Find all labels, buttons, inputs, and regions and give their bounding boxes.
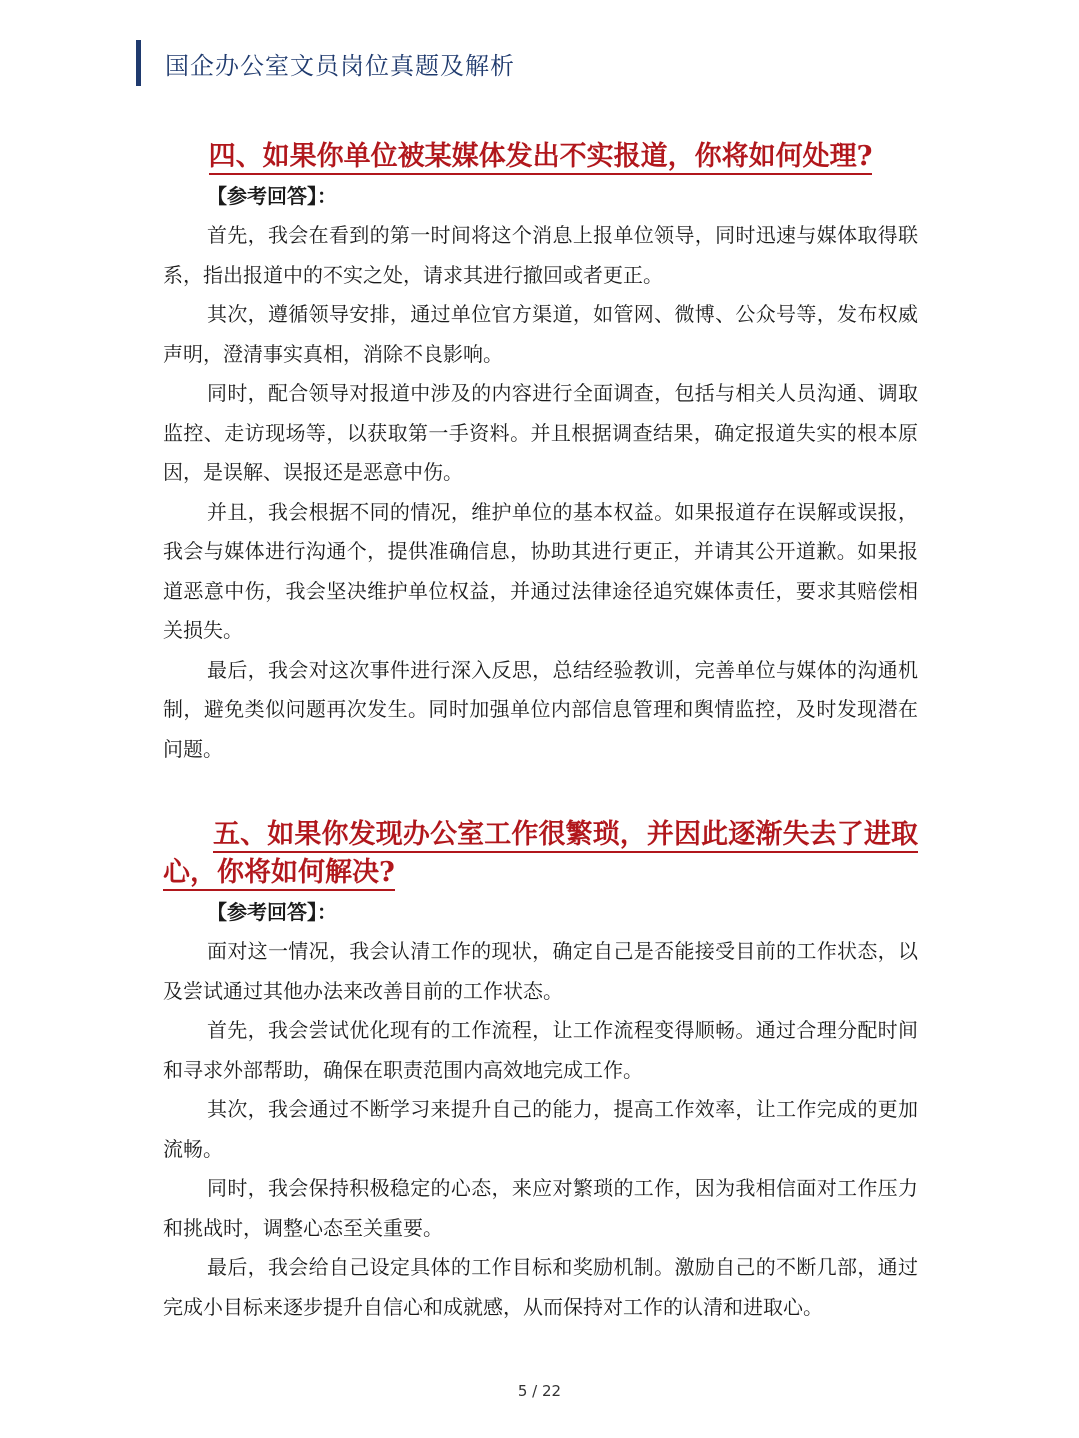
answer-paragraph: 最后，我会对这次事件进行深入反思，总结经验教训，完善单位与媒体的沟通机制，避免类似问题再次发生。同时加强单位内部信息管理和舆情监控，及时发现潜在问题。 <box>163 657 918 761</box>
answer-paragraph: 最后，我会给自己设定具体的工作目标和奖励机制。激励自己的不断几部，通过完成小目标来逐步提升自信心和成就感，从而保持对工作的认清和进取心。 <box>163 1255 918 1319</box>
question-4-section <box>163 138 918 769</box>
answer-paragraph: 同时，配合领导对报道中涉及的内容进行全面调查，包括与相关人员沟通、调取监控、走访现场等，以获取第一手资料。并且根据调查结果，确定报道失实的根本原因，是误解、误报还是恶意中伤。 <box>163 381 918 484</box>
answer-paragraph: 并且，我会根据不同的情况，维护单位的基本权益。如果报道存在误解或误报，我会与媒体进行沟通个，提供准确信息，协助其进行更正，并请其公开道歉。如果报道恶意中伤，我会坚决维护单位权益，并通过法律途径追究媒体责任，要求其赔偿相关损失。 <box>163 499 918 642</box>
answer-paragraph: 其次，遵循领导安排，通过单位官方渠道，如管网、微博、公众号等，发布权威声明，澄清事实真相，消除不良影响。 <box>163 302 918 366</box>
reference-answer-label: 【参考回答】： <box>207 184 337 208</box>
answer-paragraph: 其次，我会通过不断学习来提升自己的能力，提高工作效率，让工作完成的更加流畅。 <box>163 1097 918 1161</box>
answer-paragraph: 首先，我会在看到的第一时间将这个消息上报单位领导，同时迅速与媒体取得联系，指出报道中的不实之处，请求其进行撤回或者更正。 <box>163 223 918 287</box>
question-5-title: 五、如果你发现办公室工作很繁琐，并因此逐渐失去了进取心，你将如何解决? <box>163 816 918 892</box>
answer-paragraph: 首先，我会尝试优化现有的工作流程，让工作流程变得顺畅。通过合理分配时间和寻求外部帮助，确保在职责范围内高效地完成工作。 <box>163 1018 918 1082</box>
question-4-title: 四、如果你单位被某媒体发出不实报道，你将如何处理? <box>163 138 918 176</box>
reference-answer-label: 【参考回答】： <box>207 900 337 924</box>
answer-paragraph: 同时，我会保持积极稳定的心态，来应对繁琐的工作，因为我相信面对工作压力和挑战时，调整心态至关重要。 <box>163 1176 918 1240</box>
page-indicator: 5 / 22 <box>517 1382 562 1400</box>
document-title: 国企办公室文员岗位真题及解析 <box>165 51 515 80</box>
question-5-section <box>163 816 918 1327</box>
page-content <box>163 138 918 1327</box>
document-header <box>136 40 515 86</box>
answer-paragraph: 面对这一情况，我会认清工作的现状，确定自己是否能接受目前的工作状态，以及尝试通过其他办法来改善目前的工作状态。 <box>163 939 918 1003</box>
